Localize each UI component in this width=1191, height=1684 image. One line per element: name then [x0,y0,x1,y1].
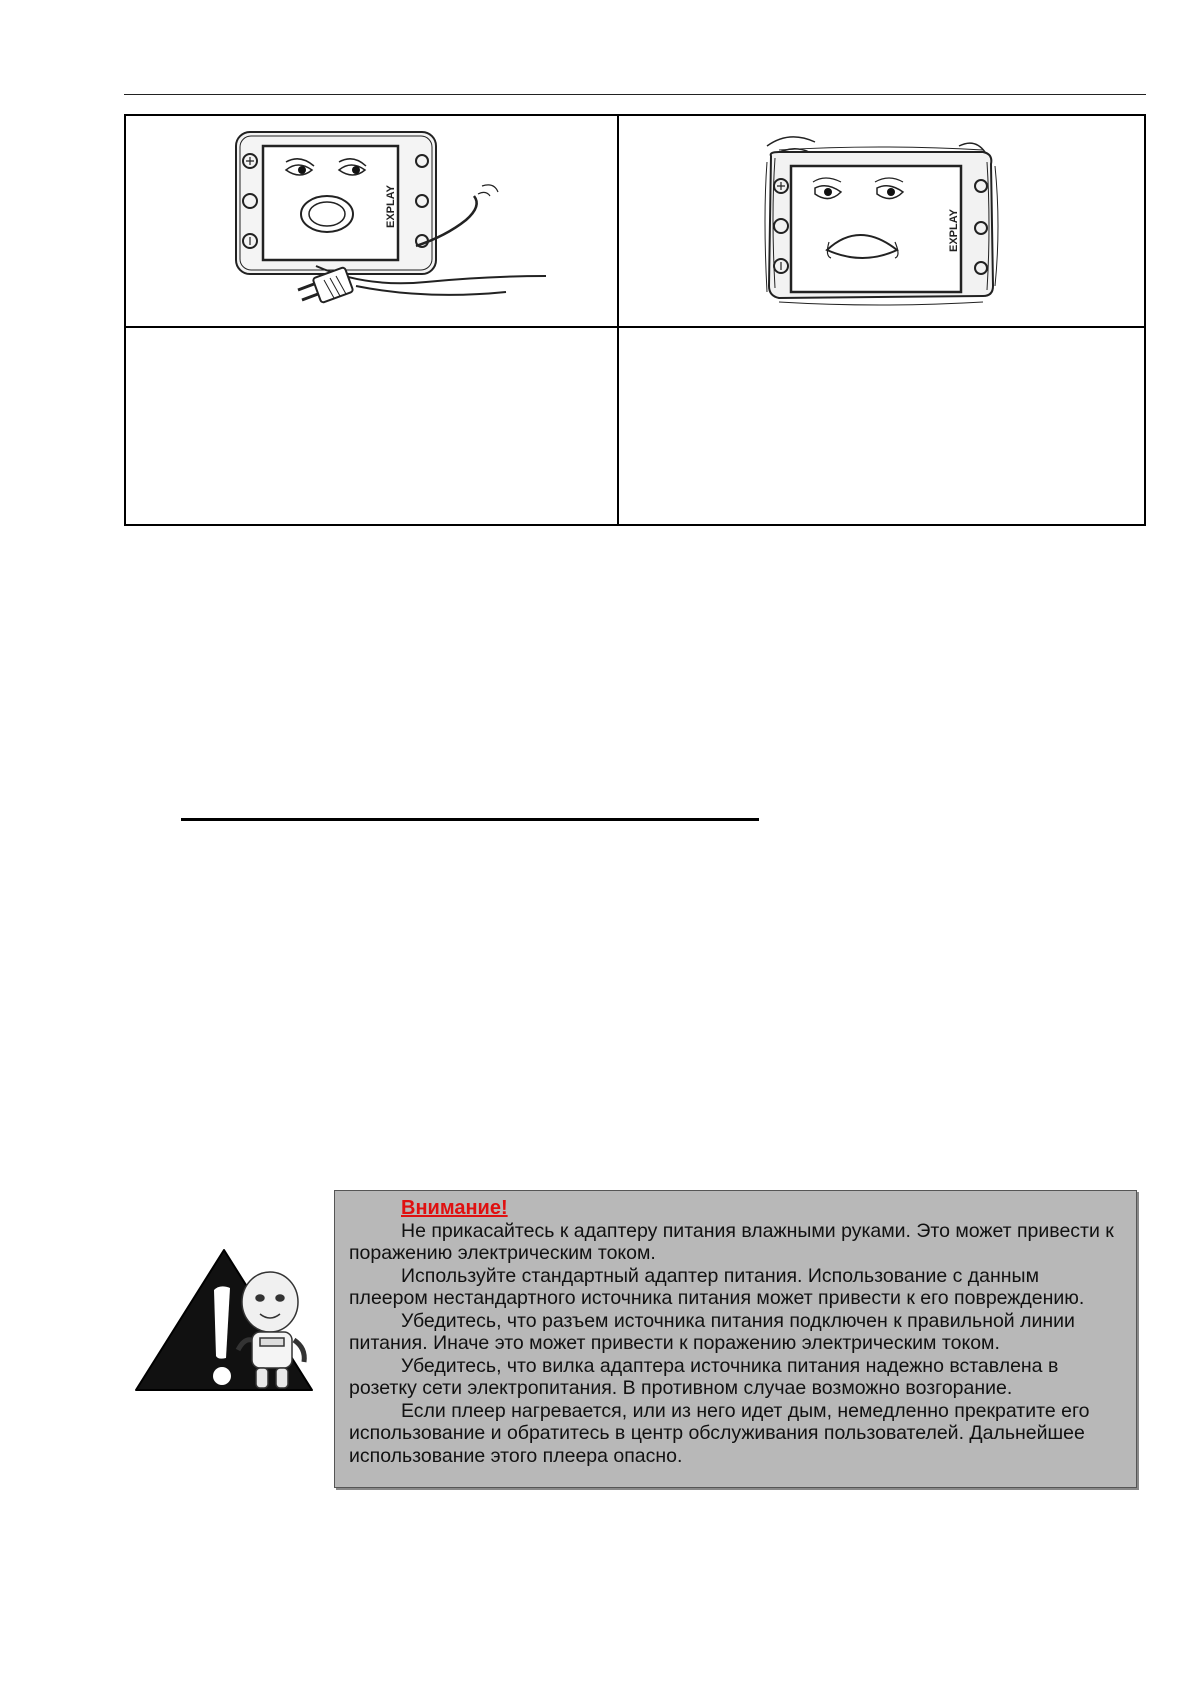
warning-title: Внимание! [401,1197,508,1219]
table-text-cell-left [126,328,617,524]
warning-box [334,1190,1137,1488]
brand-logo-left: EXPLAY [385,184,397,228]
warning-paragraph: Убедитесь, что разъем источника питания подключен к правильной линии питания. Иначе это может привести к поражению электрическим током. [349,1309,1075,1354]
illustration-table [124,114,1146,526]
warning-paragraph: Если плеер нагревается, или из него идет дым, немедленно прекратите его использование и обратитесь в центр обслуживания пользователей. Дальнейшее использование этого плеера опасно. [349,1399,1090,1467]
warning-paragraph: Не прикасайтесь к адаптеру питания влажными руками. Это может привести к поражению электрическим током. [349,1219,1114,1264]
header-rule [124,94,1146,95]
player-with-power-cord-illustration [126,116,617,326]
section-underline-rule [181,818,759,821]
warning-paragraph: Убедитесь, что вилка адаптера источника питания надежно вставлена в розетку сети электропитания. В противном случае возможно возгорание. [349,1354,1059,1399]
warning-paragraph: Используйте стандартный адаптер питания. Использование с данным плеером нестандартного источника питания может привести к его повреждению. [349,1264,1085,1309]
brand-logo-right: EXPLAY [948,208,960,252]
player-shaking-illustration [619,116,1144,326]
table-text-cell-right [619,328,1144,524]
warning-triangle-robot-icon [134,1240,314,1400]
